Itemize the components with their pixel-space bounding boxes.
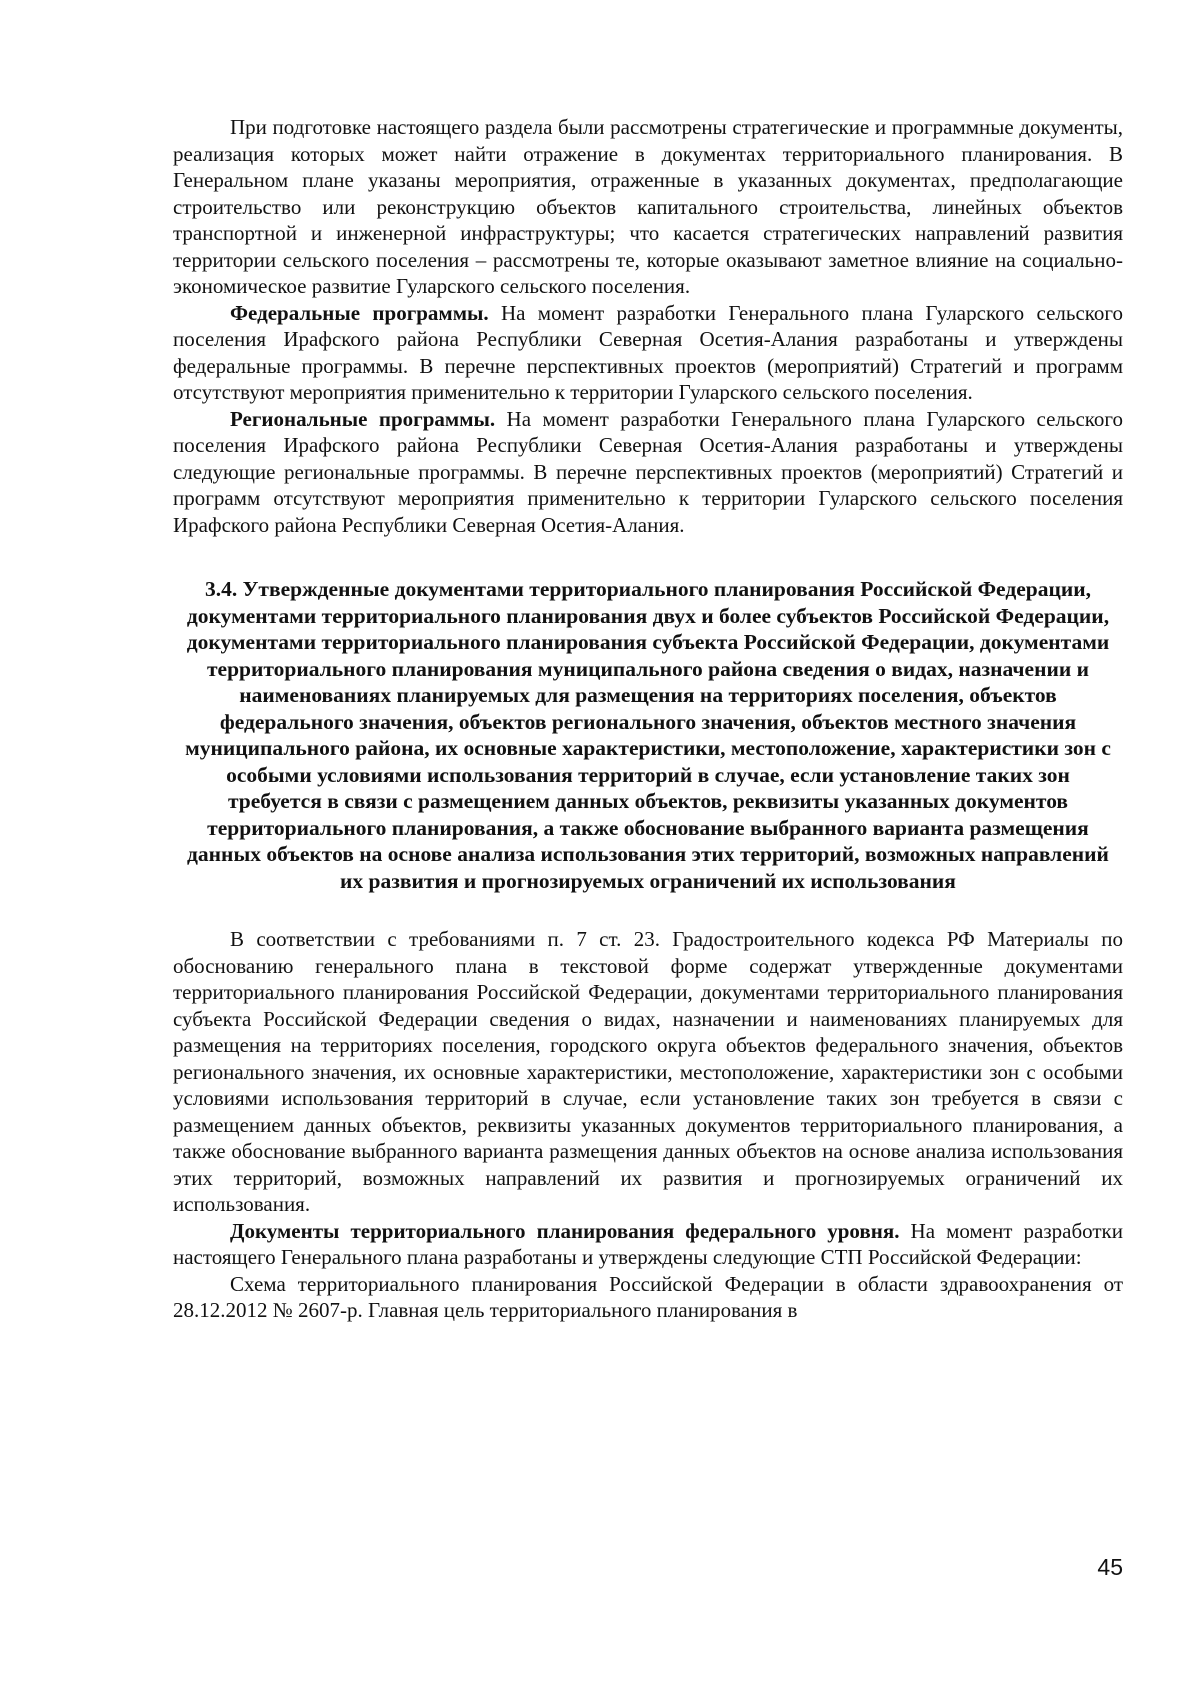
paragraph-requirements xyxy=(173,926,1123,1218)
paragraph-text: При подготовке настоящего раздела были рассмотрены стратегические и программные документы, реализация которых может найти отражение в документах территориального планирования. В Генеральном плане указаны мероприятия, отраженные в указанных документах, предполагающие строительство или реконструкцию объектов капитального строительства, линейных объектов транспортной и инженерной инфраструктуры; что касается стратегических направлений развития территории сельского поселения – рассмотрены те, которые оказывают заметное влияние на социально-экономическое развитие Гуларского сельского поселения. xyxy=(173,115,1123,298)
paragraph-lead: Документы территориального планирования федерального уровня. xyxy=(230,1218,900,1243)
section-heading: 3.4. Утвержденные документами территориального планирования Российской Федерации, документами территориального планирования двух и более субъектов Российской Федерации, документами территориального планирования субъекта Российской Федерации, документами территориального планирования муниципального района сведения о видах, назначении и наименованиях планируемых для размещения на территориях поселения, объектов федерального значения, объектов регионального значения, объектов местного значения муниципального района, их основные характеристики, местоположение, характеристики зон с особыми условиями использования территорий в случае, если установление таких зон требуется в связи с размещением данных объектов, реквизиты указанных документов территориального планирования, а также обоснование выбранного варианта размещения данных объектов на основе анализа использования этих территорий, возможных направлений их развития и прогнозируемых ограничений их использования xyxy=(185,577,1111,893)
paragraph-text: На момент разработки настоящего Генерального плана разработаны и утверждены следующие СТП Российской Федерации: xyxy=(173,1218,1123,1269)
paragraph-text: В соответствии с требованиями п. 7 ст. 23. Градостроительного кодекса РФ Материалы по обоснованию генерального плана в текстовой форме содержат утвержденные документами территориального планирования Российской Федерации, документами территориального планирования субъекта Российской Федерации сведения о видах, назначении и наименованиях планируемых для размещения на территориях поселения, городского округа объектов федерального значения, объектов регионального значения, их основные характеристики, местоположение, характеристики зон с особыми условиями использования территорий в случае, если установление таких зон требуется в связи с размещением данных объектов, реквизиты указанных документов территориального планирования, а также обоснование выбранного варианта размещения данных объектов на основе анализа использования этих территорий, возможных направлений их развития и прогнозируемых ограничений их использования. xyxy=(173,927,1123,1216)
document-page xyxy=(173,114,1123,1324)
paragraph-healthcare-scheme xyxy=(173,1271,1123,1324)
paragraph-lead: Региональные программы. xyxy=(230,406,496,431)
page-number: 45 xyxy=(1097,1554,1123,1580)
paragraph-intro xyxy=(173,114,1123,300)
paragraph-federal-programs xyxy=(173,300,1123,406)
paragraph-text: На момент разработки Генерального плана Гуларского сельского поселения Ирафского района Республики Северная Осетия-Алания разработаны и утверждены федеральные программы. В перечне перспективных проектов (мероприятий) Стратегий и программ отсутствуют мероприятия применительно к территории Гуларского сельского поселения. xyxy=(173,300,1123,404)
paragraph-lead: Федеральные программы. xyxy=(230,300,489,325)
paragraph-text: Схема территориального планирования Российской Федерации в области здравоохранения от 28.12.2012 № 2607-р. Главная цель территориального планирования в xyxy=(173,1271,1123,1322)
paragraph-regional-programs xyxy=(173,406,1123,539)
paragraph-federal-documents xyxy=(173,1218,1123,1271)
paragraph-text: На момент разработки Генерального плана Гуларского сельского поселения Ирафского района Республики Северная Осетия-Алания разработаны и утверждены следующие региональные программы. В перечне перспективных проектов (мероприятий) Стратегий и программ отсутствуют мероприятия применительно к территории Гуларского сельского поселения Ирафского района Республики Северная Осетия-Алания. xyxy=(173,406,1123,537)
